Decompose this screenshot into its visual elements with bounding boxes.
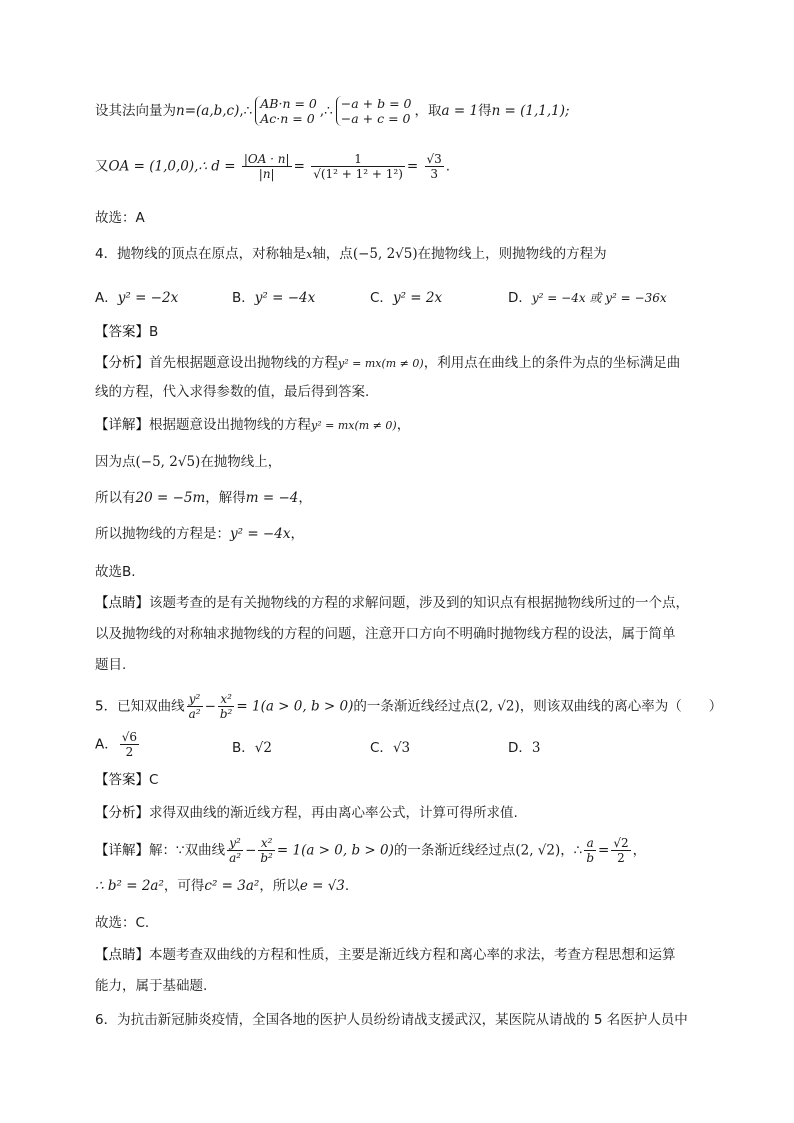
analysis-line [95, 803, 518, 823]
text: ， [396, 417, 411, 433]
detail-line-2 [95, 452, 281, 472]
math: a = 1 [441, 103, 479, 119]
text: 本题考查双曲线的方程和性质，主要是渐近线方程和离心率的求法，考查方程思想和运算 [149, 947, 676, 963]
fraction [187, 692, 203, 721]
denominator: 3 [430, 167, 438, 181]
option-math: √2 [254, 740, 272, 756]
math: y² = −4x [230, 526, 291, 542]
math: n = (1,1,1); [491, 103, 570, 119]
math: m = −4 [245, 490, 299, 506]
text: 的一条渐近线经过点 [353, 698, 475, 715]
math: (2, √2) [515, 842, 561, 859]
comment-line [95, 945, 676, 965]
detail-tag: 【详解】 [95, 842, 149, 859]
math: = 1(a > 0, b > 0) [276, 842, 394, 859]
numerator: 1 [311, 152, 405, 167]
fraction [311, 152, 405, 181]
answer-tag: 【答案】 [95, 772, 149, 788]
text: ， [298, 490, 312, 506]
option-b [232, 286, 315, 306]
denominator: b [586, 851, 595, 865]
text: 设其法向量为 [95, 103, 176, 119]
option-math: y² = −2x [117, 290, 179, 306]
math: c² = 3a² [204, 878, 260, 894]
text: 求得双曲线的渐近线方程，再由离心率公式，计算可得所求值. [149, 805, 518, 821]
denominator: 2 [617, 851, 625, 865]
comment-tag: 【点睛】 [95, 595, 149, 611]
text: ，则该双曲线的离心率为（ ） [519, 698, 723, 715]
option-label: C． [370, 740, 393, 756]
normal-vector-line: 设其法向量为n=(a,b,c),∴ AB·n = 0 Ac·n = 0 ,∴ −a + b = 0 −a + c = 0 ，取a = 1得n = (1,1,1); [95, 96, 570, 126]
question-6-stem: 6．为抗击新冠肺炎疫情，全国各地的医护人员纷纷请战支援武汉，某医院从请战的 5 名医护人员中 [95, 1012, 688, 1028]
text: ，可得 [163, 878, 205, 894]
text: 在抛物线上， [200, 454, 282, 470]
text: ，利用点在曲线上的条件为点的坐标满足曲 [423, 355, 681, 371]
text: 根据题意设出抛物线的方程 [149, 417, 311, 433]
fraction [584, 836, 596, 865]
analysis-tag: 【分析】 [95, 355, 149, 371]
equation: AB·n = 0 [260, 96, 317, 111]
text: . [445, 158, 451, 175]
comment-tag: 【点睛】 [95, 947, 149, 963]
option-math: 3 [531, 740, 541, 756]
option-label: D． [508, 290, 532, 306]
equation-system-2 [336, 96, 412, 126]
option-label: B． [232, 740, 255, 756]
equals: = [406, 158, 419, 175]
answer-line [95, 770, 158, 790]
detail-line-4 [95, 524, 304, 544]
numerator: y² [187, 692, 203, 707]
fraction [258, 836, 275, 865]
text: 的一条渐近线经过点 [393, 842, 516, 859]
math: y² = mx(m ≠ 0) [311, 419, 397, 432]
answer-value: C [149, 772, 159, 788]
analysis-line-2: 线的方程，代入求得参数的值，最后得到答案. [95, 384, 370, 400]
math: ∴ b² = 2a² [95, 878, 164, 894]
numerator: a [584, 836, 596, 851]
fraction [227, 836, 243, 865]
math: (2, √2) [474, 698, 520, 715]
numerator: √6 [121, 730, 138, 744]
denominator: a² [229, 851, 242, 865]
text: 得 [478, 103, 492, 119]
text: ，解得 [205, 490, 246, 506]
numerator: x² [258, 836, 275, 851]
option-math: √3 [392, 740, 411, 756]
fraction [120, 730, 139, 759]
text: 4．抛物线的顶点在原点，对称轴是 [95, 246, 307, 262]
equation-system-1 [255, 96, 317, 126]
option-d [508, 736, 541, 756]
math: OA = (1,0,0),∴ d = [108, 158, 236, 175]
analysis-tag: 【分析】 [95, 805, 149, 821]
text: 轴，点 [312, 246, 353, 262]
denominator: √(1² + 1² + 1²) [313, 167, 403, 181]
text: 在抛物线上，则抛物线的方程为 [417, 246, 607, 262]
text: 又 [95, 158, 109, 175]
detail-line-2 [95, 876, 349, 896]
numerator: √2 [613, 836, 629, 850]
option-a [95, 286, 178, 306]
denominator: b² [219, 707, 233, 721]
math: n=(a,b,c) [176, 103, 240, 119]
denominator: |n| [258, 167, 275, 181]
text: 所以有 [95, 490, 136, 506]
question-5-stem [95, 692, 722, 721]
math: − [245, 842, 257, 859]
text: ， [632, 842, 647, 859]
option-label: B． [232, 290, 255, 306]
option-a [95, 730, 141, 759]
math: − [204, 698, 216, 715]
text: 因为点 [95, 454, 136, 470]
answer-tag: 【答案】 [95, 324, 149, 340]
comment-line [95, 593, 689, 613]
text: ， [290, 526, 304, 542]
text: ，取 [414, 103, 442, 119]
denominator: a² [188, 707, 201, 721]
option-math: y² = 2x [392, 290, 443, 306]
equation: Ac·n = 0 [260, 111, 315, 126]
distance-line [95, 152, 450, 181]
option-c [370, 736, 410, 756]
numerator: √3 [426, 152, 442, 166]
denominator: 2 [125, 745, 134, 759]
fraction [611, 836, 630, 865]
equals: = [598, 842, 610, 859]
answer-line-3: 故选：A [95, 210, 145, 226]
text: 该题考查的是有关抛物线的方程的求解问题，涉及到的知识点有根据抛物线所过的一个点， [149, 595, 689, 611]
answer-line [95, 322, 158, 342]
equation: −a + b = 0 [340, 96, 412, 111]
fraction [218, 692, 235, 721]
comment-line-2: 能力，属于基础题. [95, 978, 208, 994]
math: (−5, 2√5) [135, 454, 201, 470]
detail-tag: 【详解】 [95, 417, 149, 433]
option-label: D． [508, 740, 532, 756]
math: y² = mx(m ≠ 0) [338, 357, 424, 370]
math: e = √3 [299, 878, 345, 894]
text: ，所以 [259, 878, 300, 894]
comment-line-2: 以及抛物线的对称轴求抛物线的方程的问题，注意开口方向不明确时抛物线方程的设法，属于简单 [95, 626, 676, 642]
fraction [425, 152, 444, 181]
conclusion-line: 故选：C. [95, 915, 150, 931]
text: 所以抛物线的方程是： [95, 526, 230, 542]
numerator: |OA · n| [243, 152, 290, 166]
conclusion-line: 故选B. [95, 564, 136, 580]
option-c [370, 286, 442, 306]
option-b [232, 736, 272, 756]
math: 20 = −5m [135, 490, 206, 506]
option-label: A． [95, 290, 118, 306]
detail-line [95, 415, 410, 436]
equation: −a + c = 0 [340, 111, 411, 126]
answer-value: B [149, 324, 159, 340]
option-math: y² = −4x 或 y² = −36x [531, 291, 667, 305]
option-label: C． [370, 290, 393, 306]
text: 首先根据题意设出抛物线的方程 [149, 355, 338, 371]
option-d [508, 286, 667, 306]
text: 5．已知双曲线 [95, 698, 185, 715]
text: . [344, 878, 350, 894]
option-label: A． [95, 736, 118, 753]
detail-line-3 [95, 488, 312, 508]
math: ,∴ [239, 103, 253, 119]
numerator: x² [218, 692, 235, 707]
text: ，∴ [560, 842, 583, 859]
math: x [306, 248, 313, 261]
analysis-line [95, 353, 680, 374]
numerator: y² [227, 836, 243, 851]
denominator: b² [260, 851, 273, 865]
fraction [242, 152, 292, 181]
option-math: y² = −4x [254, 290, 316, 306]
comment-line-3: 题目. [95, 657, 127, 673]
text: 解：∵双曲线 [149, 842, 226, 859]
question-4-stem [95, 244, 607, 265]
math: = 1(a > 0, b > 0) [236, 698, 354, 715]
math: (−5, 2√5) [352, 246, 418, 262]
equals: = [293, 158, 305, 175]
detail-line [95, 836, 646, 865]
